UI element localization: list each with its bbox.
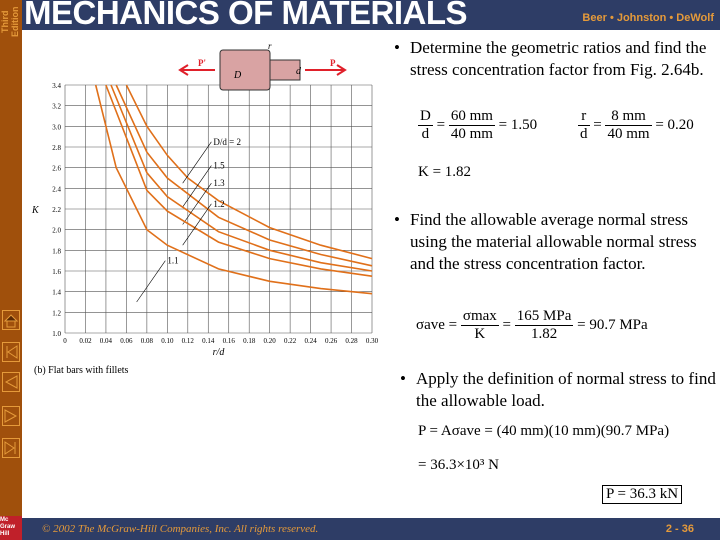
load-result-newtons: = 36.3×10³ N bbox=[418, 457, 499, 473]
final-answer: P = 36.3 kN bbox=[602, 485, 682, 504]
load-arrow-right bbox=[305, 65, 345, 75]
y-tick-label: 1.8 bbox=[52, 247, 61, 256]
y-tick-label: 1.2 bbox=[52, 309, 61, 318]
home-icon[interactable] bbox=[2, 310, 20, 330]
sigma-ave-equation: σave = $\frac{\sigma\max}{K}$ = $\frac{\text{165 MPa}}{1.82}$ = 90.7 MPa bbox=[416, 308, 648, 342]
chart-caption: (b) Flat bars with fillets bbox=[34, 365, 129, 376]
curve-2 bbox=[111, 85, 372, 271]
x-tick-label: 0.30 bbox=[365, 337, 379, 345]
y-axis-label: K bbox=[32, 205, 39, 216]
stress-concentration-chart bbox=[30, 40, 380, 385]
curve-label: 1.2 bbox=[213, 198, 225, 209]
sidebar bbox=[0, 0, 22, 540]
load-label-left: P' bbox=[198, 58, 206, 68]
next-slide-icon[interactable] bbox=[2, 406, 20, 426]
x-tick-label: 0.26 bbox=[324, 337, 338, 345]
label-leader bbox=[137, 261, 166, 302]
x-tick-label: 0.22 bbox=[284, 337, 297, 345]
y-tick-label: 2.2 bbox=[52, 206, 61, 214]
label-leader bbox=[183, 183, 212, 224]
x-tick-label: 0.04 bbox=[99, 337, 113, 345]
x-tick-label: 0.10 bbox=[161, 337, 174, 345]
fillet-bar-diagram bbox=[220, 50, 270, 90]
y-tick-label: 3.0 bbox=[52, 123, 61, 132]
previous-slide-icon[interactable] bbox=[2, 372, 20, 392]
page-number: 2 - 36 bbox=[665, 523, 694, 535]
x-tick-label: 0.28 bbox=[345, 337, 358, 345]
copyright: © 2002 The McGraw-Hill Companies, Inc. All rights reserved. bbox=[42, 523, 319, 535]
x-axis-label: r/d bbox=[212, 347, 225, 358]
x-tick-label: 0.14 bbox=[202, 337, 215, 345]
y-tick-label: 2.0 bbox=[52, 226, 61, 235]
label-leader bbox=[183, 142, 212, 183]
ratio-r-d: $\frac{r}{d}$ = $\frac{8 mm}{40 mm}$ = 0.20 bbox=[580, 108, 694, 142]
edition-label: Third Edition bbox=[0, 6, 20, 38]
curve-label: D/d = 2 bbox=[213, 136, 241, 147]
d-label: d bbox=[296, 66, 301, 77]
curve-label: 1.5 bbox=[213, 160, 225, 171]
y-tick-label: 3.4 bbox=[52, 82, 61, 90]
D-label: D bbox=[234, 70, 242, 81]
bullet-3: • Apply the definition of normal stress to find the allowable load. bbox=[416, 368, 716, 412]
curve-label: 1.1 bbox=[167, 255, 179, 266]
y-tick-label: 1.6 bbox=[52, 268, 61, 276]
bullet-2: • Find the allowable average normal stress using the material allowable normal stress and the stress concentration factor. bbox=[410, 209, 710, 275]
authors: Beer • Johnston • DeWolf bbox=[582, 12, 714, 24]
curve-1 bbox=[116, 85, 372, 266]
bullet-1: • Determine the geometric ratios and find the stress concentration factor from Fig. 2.64b. bbox=[410, 37, 710, 81]
y-tick-label: 3.2 bbox=[52, 102, 61, 111]
mcgraw-hill-logo: Mc Graw Hill bbox=[0, 516, 22, 540]
last-slide-icon[interactable] bbox=[2, 438, 20, 458]
x-tick-label: 0.18 bbox=[243, 337, 256, 345]
y-tick-label: 2.8 bbox=[52, 144, 61, 152]
curve-4 bbox=[96, 85, 372, 294]
x-tick-label: 0.20 bbox=[263, 337, 276, 345]
x-tick-label: 0.16 bbox=[222, 337, 235, 345]
k-value: K = 1.82 bbox=[418, 164, 472, 180]
y-tick-label: 1.0 bbox=[52, 330, 61, 338]
x-tick-label: 0.02 bbox=[79, 337, 92, 345]
r-label: r bbox=[268, 41, 272, 51]
x-tick-label: 0 bbox=[63, 337, 67, 345]
x-tick-label: 0.08 bbox=[140, 337, 153, 345]
first-slide-icon[interactable] bbox=[2, 342, 20, 362]
slide-title: MECHANICS OF MATERIALS bbox=[24, 0, 468, 31]
load-equation: P = Aσave = (40 mm)(10 mm)(90.7 MPa) bbox=[418, 423, 670, 439]
y-tick-label: 2.4 bbox=[52, 185, 61, 194]
y-tick-label: 2.6 bbox=[52, 164, 61, 173]
y-tick-label: 1.4 bbox=[52, 288, 61, 297]
ratio-D-d: $\frac{D}{d}$ = $\frac{60 mm}{40 mm}$ = 1.50 bbox=[420, 108, 538, 142]
x-tick-label: 0.06 bbox=[120, 337, 133, 345]
header-bar bbox=[0, 0, 720, 30]
x-tick-label: 0.12 bbox=[181, 337, 194, 345]
footer-bar bbox=[22, 518, 720, 540]
load-label-right: P bbox=[330, 58, 336, 68]
curve-label: 1.3 bbox=[213, 178, 225, 189]
x-tick-label: 0.24 bbox=[304, 337, 317, 345]
